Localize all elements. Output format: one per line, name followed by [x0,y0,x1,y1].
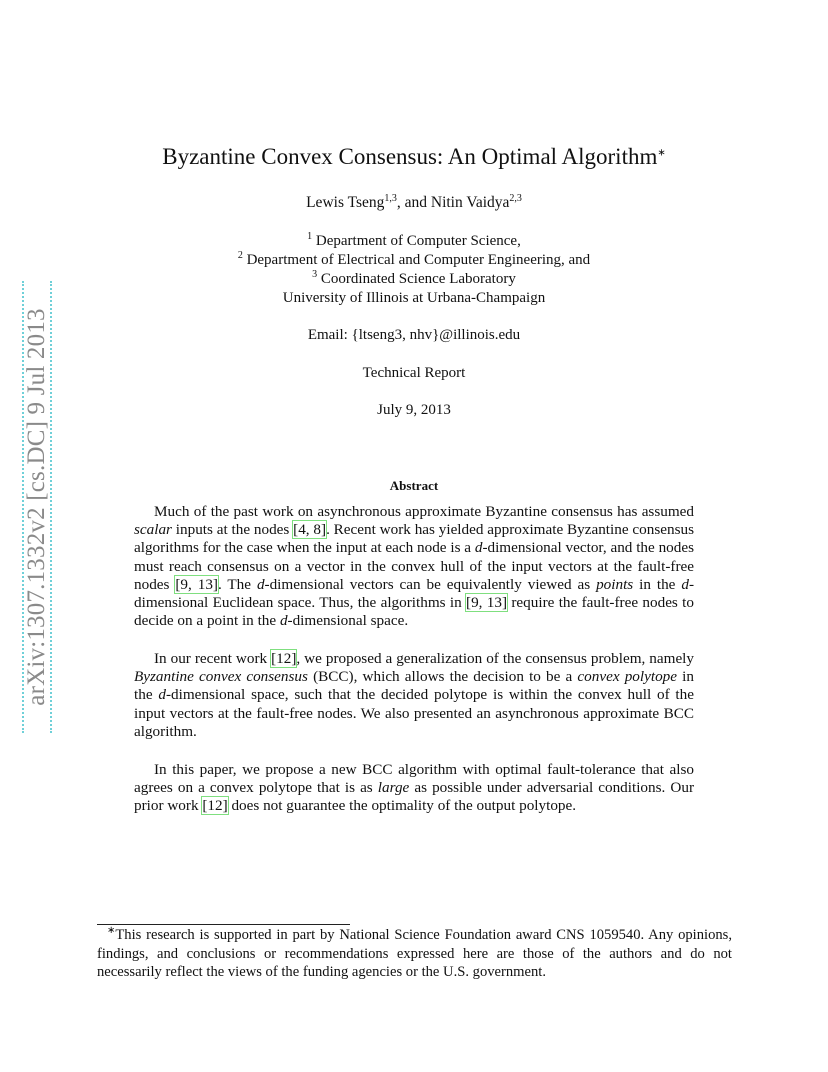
footnote-divider [97,924,350,925]
text-run: In our recent work [154,650,272,667]
footnote-text: This research is supported in part by National Science Foundation award CNS 1059540. Any opinions, findings, and conclusions or recommendations expressed here are those of the authors and do not necessarily reflect the views of the funding agencies or the U.S. government. [97,927,732,980]
math-symbol: d [158,686,166,704]
text-run: Much of the past work on asynchronous approximate Byzantine consensus has assumed [154,503,694,520]
text-run: -dimensional vectors can be equivalently viewed as [264,575,597,593]
title-footnote-mark: ∗ [657,147,666,159]
text-run: . The [217,575,257,593]
abstract-paragraph-1 [134,503,694,630]
affiliation-text: Coordinated Science Laboratory [320,271,516,287]
citation-link[interactable]: [9, 13] [466,594,508,612]
arxiv-identifier-text: arXiv:1307.1332v2 [cs.DC] 9 Jul 2013 [23,308,50,706]
abstract-heading: Abstract [389,478,439,493]
text-run: in the [134,668,694,704]
text-run: In this paper, we propose a new BCC algorithm with optimal fault-tolerance that also agrees on a convex polytope that is as [134,761,694,797]
author-1: Lewis Tseng [306,194,385,211]
text-run: -dimensional Euclidean space. Thus, the algorithms in [134,575,694,612]
author-2: , and Nitin Vaidya [396,194,510,211]
paper-title [0,144,828,170]
citation-link[interactable]: [4, 8] [293,521,327,539]
text-run: (BCC), which allows the decision to be a [307,668,578,686]
affiliation-text: Department of Electrical and Computer Engineering, and [246,252,591,268]
footnote-mark: ∗ [107,925,116,937]
paper-title-text: Byzantine Convex Consensus: An Optimal Algorithm [162,144,658,169]
emphasis-run: points [596,575,634,593]
text-run: as possible under adversarial conditions. Our prior work [134,779,695,815]
text-run: inputs at the nodes [171,521,294,539]
text-run: in the [633,575,682,593]
affiliation-mark: 2 [237,250,243,261]
affiliation-mark: 3 [312,269,318,280]
abstract-paragraph-2 [134,650,694,741]
citation-link[interactable]: [9, 13] [175,575,218,593]
author-2-affil-mark: 2,3 [509,192,522,204]
emphasis-run: Byzantine convex consensus [134,668,308,686]
citation-link[interactable]: [12] [202,797,228,815]
text-run: -dimensional vector, and the nodes must reach consensus on a vector in the convex hull of the input vectors at the fault-free nodes [134,539,694,593]
emphasis-run: scalar [134,521,172,539]
math-symbol: d [279,612,288,630]
author-1-affil-mark: 1,3 [384,192,397,204]
arxiv-identifier-stamp [22,281,52,733]
affiliation-line [0,289,828,308]
publication-date: July 9, 2013 [377,402,451,418]
math-symbol: d [256,575,265,593]
affiliation-line [0,270,828,289]
contact-email: Email: {ltseng3, nhv}@illinois.edu [307,327,521,343]
affiliation-line [0,232,828,251]
footnote [97,926,732,982]
emphasis-run: large [377,779,410,797]
text-run: . Recent work has yielded approximate Byzantine consensus algorithms for the case when the input at each node is a [134,521,694,557]
affiliation-mark: 1 [307,231,313,242]
affiliation-text: University of Illinois at Urbana-Champaign [282,290,546,306]
authors-line [0,194,828,212]
affiliations [0,232,828,308]
affiliation-text: Department of Computer Science, [315,233,521,249]
text-run: -dimensional space, such that the decided polytope is within the convex hull of the input vectors at the fault-free nodes. We also presented an asynchronous approximate BCC algorithm. [134,686,694,740]
text-run: does not guarantee the optimality of the output polytope. [227,797,577,815]
math-symbol: d [681,575,689,593]
affiliation-line [0,251,828,270]
abstract-paragraph-3 [134,761,694,816]
emphasis-run: convex polytope [577,668,678,686]
citation-link[interactable]: [12] [271,650,297,667]
text-run: -dimensional space. [287,612,409,630]
text-run: , we proposed a generalization of the consensus problem, namely [296,650,694,667]
math-symbol: d [474,539,483,557]
report-type: Technical Report [362,365,466,381]
text-run: require the fault-free nodes to decide on a point in the [134,594,694,630]
